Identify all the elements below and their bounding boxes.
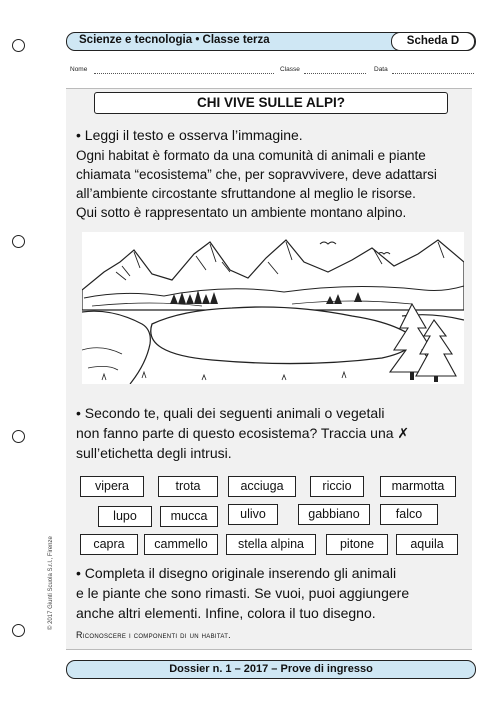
tag-lupo[interactable]: lupo xyxy=(98,506,152,527)
binder-hole-1 xyxy=(12,39,25,52)
sheet-label: Scheda D xyxy=(391,32,475,51)
alpine-landscape-illustration xyxy=(82,232,464,384)
tag-mucca[interactable]: mucca xyxy=(160,506,218,527)
tag-vipera[interactable]: vipera xyxy=(80,476,144,497)
intro-line: chiamata “ecosistema” che, per sopravvivere, deve adattarsi xyxy=(76,167,437,182)
skill-objective: Riconoscere i componenti di un habitat. xyxy=(76,630,231,640)
tag-gabbiano[interactable]: gabbiano xyxy=(298,504,370,525)
class-line[interactable] xyxy=(304,73,366,74)
tag-cammello[interactable]: cammello xyxy=(144,534,218,555)
question-line: • Secondo te, quali dei seguenti animali o vegetali xyxy=(76,405,385,421)
intro-instruction: • Leggi il testo e osserva l’immagine. xyxy=(76,127,303,143)
binder-hole-4 xyxy=(12,624,25,637)
question-line: non fanno parte di questo ecosistema? Traccia una ✗ xyxy=(76,425,410,441)
binder-hole-2 xyxy=(12,235,25,248)
student-fields xyxy=(70,66,474,78)
tag-falco[interactable]: falco xyxy=(380,504,438,525)
task-line: • Completa il disegno originale inserendo gli animali xyxy=(76,565,397,581)
question-line: sull’etichetta degli intrusi. xyxy=(76,445,232,461)
tag-stella-alpina[interactable]: stella alpina xyxy=(226,534,316,555)
date-label: Data xyxy=(374,66,388,73)
tag-pitone[interactable]: pitone xyxy=(326,534,388,555)
tag-capra[interactable]: capra xyxy=(80,534,138,555)
tag-marmotta[interactable]: marmotta xyxy=(380,476,456,497)
class-label: Classe xyxy=(280,66,300,73)
name-line[interactable] xyxy=(94,73,274,74)
copyright-note: © 2017 Giunti Scuola S.r.l., Firenze xyxy=(48,536,54,630)
binder-hole-3 xyxy=(12,430,25,443)
task-line: e le piante che sono rimasti. Se vuoi, puoi aggiungere xyxy=(76,585,410,601)
task-line: anche altri elementi. Infine, colora il tuo disegno. xyxy=(76,605,376,621)
tag-ulivo[interactable]: ulivo xyxy=(228,504,278,525)
name-label: Nome xyxy=(70,66,88,73)
subject-label: Scienze e tecnologia • Classe terza xyxy=(79,34,270,46)
intro-line: all’ambiente circostante sfruttandone al meglio le risorse. xyxy=(76,186,416,201)
header-bar xyxy=(66,32,476,51)
intro-line: Qui sotto è rappresentato un ambiente montano alpino. xyxy=(76,205,407,220)
tag-trota[interactable]: trota xyxy=(158,476,218,497)
tag-acciuga[interactable]: acciuga xyxy=(228,476,296,497)
date-line[interactable] xyxy=(392,73,474,74)
intro-line: Ogni habitat è formato da una comunità di animali e piante xyxy=(76,148,426,163)
footer-bar: Dossier n. 1 – 2017 – Prove di ingresso xyxy=(66,660,476,679)
tag-riccio[interactable]: riccio xyxy=(310,476,364,497)
tag-aquila[interactable]: aquila xyxy=(396,534,458,555)
page-title: CHI VIVE SULLE ALPI? xyxy=(94,92,448,114)
